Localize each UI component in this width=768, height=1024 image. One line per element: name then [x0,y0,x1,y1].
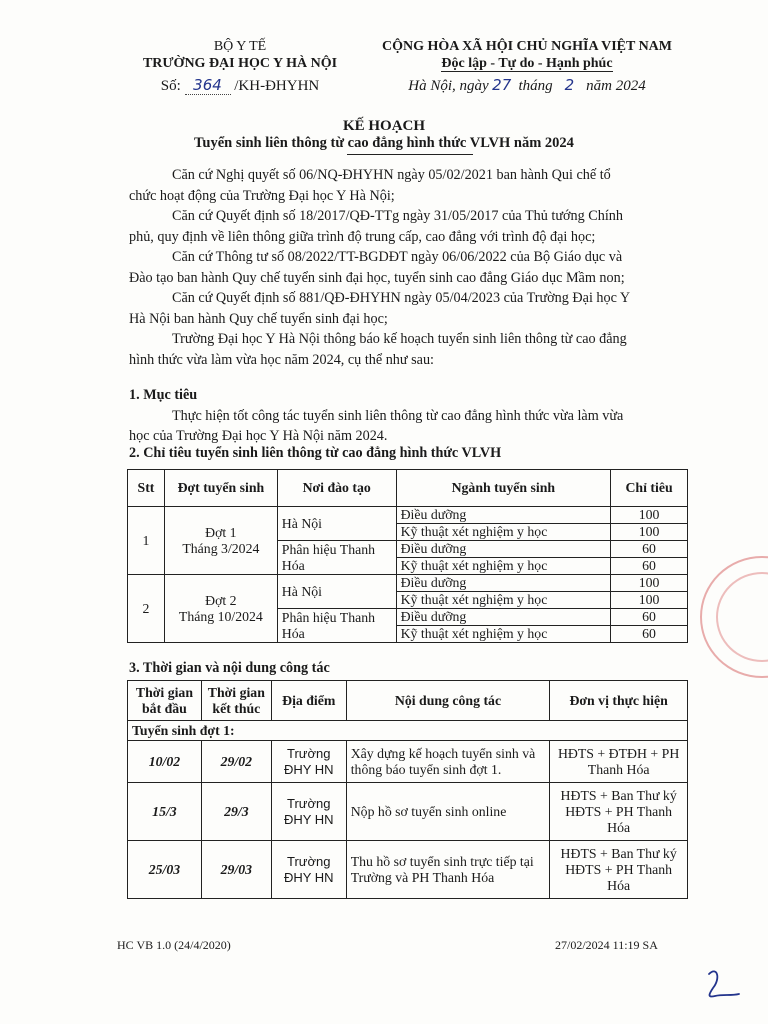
major: Điều dưỡng [396,507,611,524]
col-place: Địa điểm [271,681,346,721]
major: Điều dưỡng [396,541,611,558]
schedule-table [127,680,688,899]
major: Kỹ thuật xét nghiệm y học [396,524,611,541]
col-stt: Stt [128,470,165,507]
unit: HĐTS + Ban Thư ký HĐTS + PH Thanh Hóa [550,783,688,841]
preamble-line: Căn cứ Quyết định số 18/2017/QĐ-TTg ngày 31/05/2017 của Thủ tướng Chính [172,208,623,224]
section1-text: học của Trường Đại học Y Hà Nội năm 2024. [129,428,388,444]
section1-text: Thực hiện tốt công tác tuyển sinh liên thông từ cao đẳng hình thức vừa làm vừa [172,407,624,424]
section2-heading: 2. Chỉ tiêu tuyển sinh liên thông từ cao đẳng hình thức VLVH [129,445,502,461]
preamble-line: Trường Đại học Y Hà Nội thông báo kế hoạch tuyển sinh liên thông từ cao đẳng [172,331,627,347]
table-row [128,841,688,899]
unit: HĐTS + Ban Thư ký HĐTS + PH Thanh Hóa [550,841,688,899]
doc-no-suffix: /KH-ĐHYHN [234,78,320,94]
quota: 100 [611,592,688,609]
place: Trường ĐHY HN [271,783,346,841]
quota-table [127,469,688,643]
doc-no-handwritten: 364 [185,77,231,95]
issue-date: Hà Nội, ngày 27 tháng 2 năm 2024 [408,76,646,94]
col-unit: Đơn vị thực hiện [550,681,688,721]
signature-mark [695,966,745,1006]
schedule-table-header [128,681,688,721]
col-content: Nội dung công tác [346,681,550,721]
quota: 100 [611,524,688,541]
quota: 60 [611,541,688,558]
major: Kỹ thuật xét nghiệm y học [396,592,611,609]
footer-timestamp: 27/02/2024 11:19 SA [555,938,658,952]
preamble-line: Căn cứ Thông tư số 08/2022/TT-BGDĐT ngày 06/06/2022 của Bộ Giáo dục và [172,249,623,265]
quota: 60 [611,626,688,643]
school-name: TRƯỜNG ĐẠI HỌC Y HÀ NỘI [142,56,338,71]
header-right [362,38,692,95]
preamble-line: chức hoạt động của Trường Đại học Y Hà Nội; [129,187,395,204]
preamble [129,165,689,370]
unit: HĐTS + ĐTĐH + PH Thanh Hóa [550,741,688,783]
section-objective [129,385,699,447]
preamble-line: Căn cứ Nghị quyết số 06/NQ-ĐHYHN ngày 05/02/2021 ban hành Qui chế tổ [172,167,611,183]
table-row [128,741,688,783]
major: Điều dưỡng [396,575,611,592]
end-date: 29/03 [201,841,271,899]
quota: 100 [611,507,688,524]
title-underline [347,154,473,155]
round-stt: 1 [128,507,165,575]
site: Hà Nội [277,575,396,609]
doc-no-prefix: Số: [160,78,181,94]
col-round: Đợt tuyển sinh [164,470,277,507]
header-left [120,38,360,95]
group-row [128,721,688,741]
end-date: 29/02 [201,741,271,783]
col-end: Thời gian kết thúc [201,681,271,721]
preamble-line: phủ, quy định về liên thông giữa trình độ trung cấp, cao đẳng với trình độ đại học; [129,228,596,245]
round-label: Đợt 1 Tháng 3/2024 [164,507,277,575]
group-label: Tuyển sinh đợt 1: [128,721,688,741]
content: Xây dựng kế hoạch tuyển sinh và thông báo tuyển sinh đợt 1. [346,741,550,783]
place: Trường ĐHY HN [271,741,346,783]
date-month-handwritten: 2 [564,76,575,94]
major: Kỹ thuật xét nghiệm y học [396,626,611,643]
document-title: Tuyển sinh liên thông từ cao đẳng hình thức VLVH năm 2024 [194,135,574,151]
round-stt: 2 [128,575,165,643]
site: Hà Nội [277,507,396,541]
nation-title: CỘNG HÒA XÃ HỘI CHỦ NGHĨA VIỆT NAM [381,39,672,54]
preamble-line: Hà Nội ban hành Quy chế tuyển sinh đại học; [129,310,388,327]
motto: Độc lập - Tự do - Hạnh phúc [441,56,613,71]
start-date: 10/02 [128,741,202,783]
place: Trường ĐHY HN [271,841,346,899]
major: Kỹ thuật xét nghiệm y học [396,558,611,575]
end-date: 29/3 [201,783,271,841]
quota-table-header [128,470,688,507]
start-date: 15/3 [128,783,202,841]
section1-heading: 1. Mục tiêu [129,387,198,403]
round-label: Đợt 2 Tháng 10/2024 [164,575,277,643]
footer-form-code: HC VB 1.0 (24/4/2020) [117,938,231,952]
col-quota: Chỉ tiêu [611,470,688,507]
preamble-line: hình thức vừa làm vừa học năm 2024, cụ thể như sau: [129,351,434,368]
table-row [128,575,688,592]
preamble-line: Căn cứ Quyết định số 881/QĐ-ĐHYHN ngày 05/04/2023 của Trường Đại học Y [172,290,631,306]
site: Phân hiệu Thanh Hóa [277,541,396,575]
table-row [128,783,688,841]
col-site: Nơi đào tạo [277,470,396,507]
start-date: 25/03 [128,841,202,899]
content: Nộp hồ sơ tuyển sinh online [346,783,550,841]
preamble-line: Đào tạo ban hành Quy chế tuyển sinh đại học, tuyển sinh cao đẳng Giáo dục Mầm non; [129,269,625,286]
seal-stamp [700,556,768,678]
table-row [128,507,688,524]
col-start: Thời gian bắt đầu [128,681,202,721]
section3-heading: 3. Thời gian và nội dung công tác [129,660,330,676]
quota: 100 [611,575,688,592]
date-day-handwritten: 27 [492,76,512,94]
major: Điều dưỡng [396,609,611,626]
quota: 60 [611,609,688,626]
quota: 60 [611,558,688,575]
document-number [120,77,360,95]
ministry-name: BỘ Y TẾ [213,39,267,54]
document-type-title: KẾ HOẠCH [342,118,426,134]
col-major: Ngành tuyển sinh [396,470,611,507]
content: Thu hồ sơ tuyển sinh trực tiếp tại Trường và PH Thanh Hóa [346,841,550,899]
site: Phân hiệu Thanh Hóa [277,609,396,643]
